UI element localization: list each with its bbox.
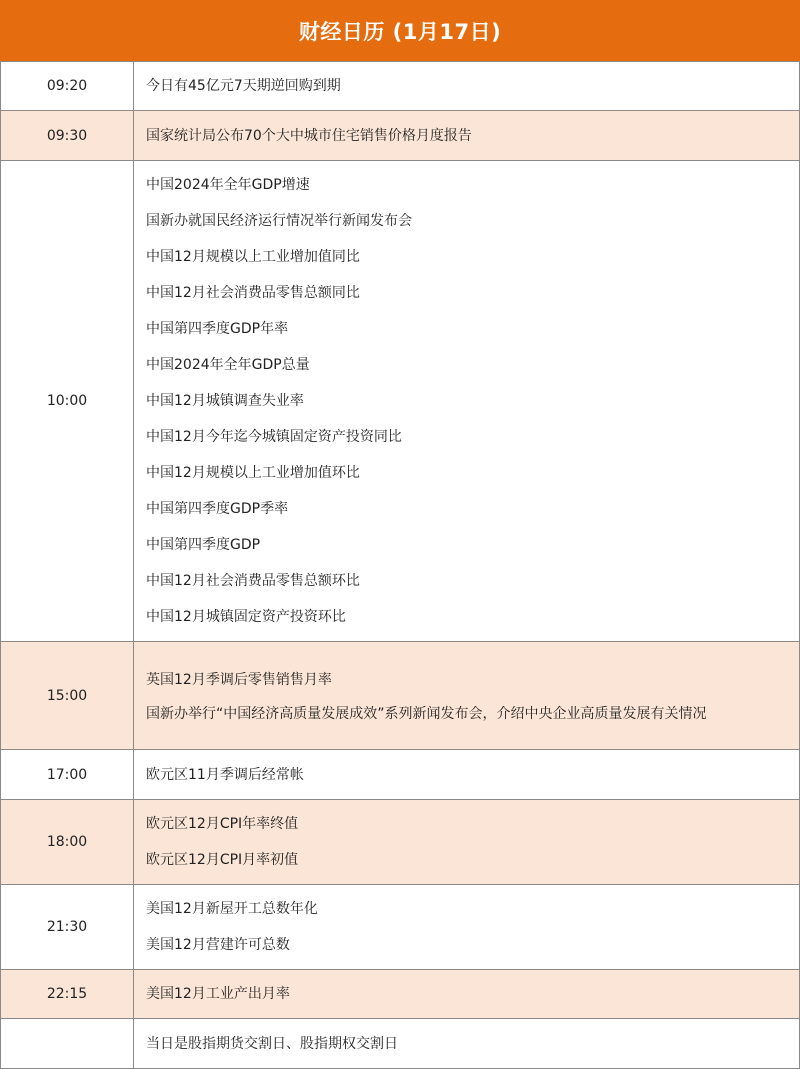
table-row — [1, 1019, 800, 1069]
event-item: 欧元区12月CPI月率初值 — [146, 852, 299, 868]
event-item: 今日有45亿元7天期逆回购到期 — [146, 78, 341, 94]
calendar-title: 财经日历 (1月17日) — [0, 0, 800, 61]
table-row — [1, 885, 800, 970]
event-item: 中国12月今年迄今城镇固定资产投资同比 — [146, 429, 402, 445]
event-item: 欧元区11月季调后经常帐 — [146, 766, 304, 783]
table-row — [1, 800, 800, 885]
event-item: 欧元区12月CPI年率终值 — [146, 816, 299, 832]
calendar-table — [0, 61, 800, 1069]
time-cell: 10:00 — [1, 161, 134, 642]
table-row — [1, 970, 800, 1019]
time-cell: 22:15 — [1, 970, 134, 1019]
time-cell: 09:20 — [1, 62, 134, 111]
table-row — [1, 750, 800, 800]
event-item: 国家统计局公布70个大中城市住宅销售价格月度报告 — [146, 127, 472, 144]
events-cell — [134, 1019, 800, 1069]
events-cell — [134, 111, 800, 161]
event-item: 中国12月城镇调查失业率 — [146, 393, 304, 409]
events-cell — [134, 161, 800, 642]
events-cell — [134, 642, 800, 750]
event-item: 英国12月季调后零售销售月率 — [146, 671, 332, 688]
event-item: 美国12月工业产出月率 — [146, 986, 290, 1002]
table-row — [1, 161, 800, 642]
events-cell — [134, 750, 800, 800]
event-item: 中国第四季度GDP季率 — [146, 501, 289, 517]
events-cell — [134, 800, 800, 885]
event-item: 中国12月社会消费品零售总额同比 — [146, 285, 360, 301]
events-cell — [134, 62, 800, 111]
time-cell: 17:00 — [1, 750, 134, 800]
event-item: 中国第四季度GDP — [146, 537, 261, 553]
event-item: 中国第四季度GDP年率 — [146, 321, 289, 337]
time-cell: 21:30 — [1, 885, 134, 970]
event-item: 美国12月营建许可总数 — [146, 937, 290, 953]
event-item: 中国12月规模以上工业增加值同比 — [146, 249, 360, 265]
event-item: 国新办就国民经济运行情况举行新闻发布会 — [146, 213, 412, 229]
event-item: 美国12月新屋开工总数年化 — [146, 901, 318, 917]
table-row — [1, 111, 800, 161]
event-item: 当日是股指期货交割日、股指期权交割日 — [146, 1035, 398, 1052]
time-cell: 18:00 — [1, 800, 134, 885]
event-item: 中国2024年全年GDP总量 — [146, 357, 310, 373]
event-item: 中国12月规模以上工业增加值环比 — [146, 465, 360, 481]
time-cell — [1, 1019, 134, 1069]
event-item: 中国12月城镇固定资产投资环比 — [146, 609, 346, 625]
event-item: 中国2024年全年GDP增速 — [146, 177, 310, 193]
event-item: 中国12月社会消费品零售总额环比 — [146, 573, 360, 589]
table-row — [1, 62, 800, 111]
event-item: 国新办举行“中国经济高质量发展成效”系列新闻发布会，介绍中央企业高质量发展有关情况 — [146, 705, 707, 722]
events-cell — [134, 885, 800, 970]
time-cell: 09:30 — [1, 111, 134, 161]
table-row — [1, 642, 800, 750]
events-cell — [134, 970, 800, 1019]
time-cell: 15:00 — [1, 642, 134, 750]
